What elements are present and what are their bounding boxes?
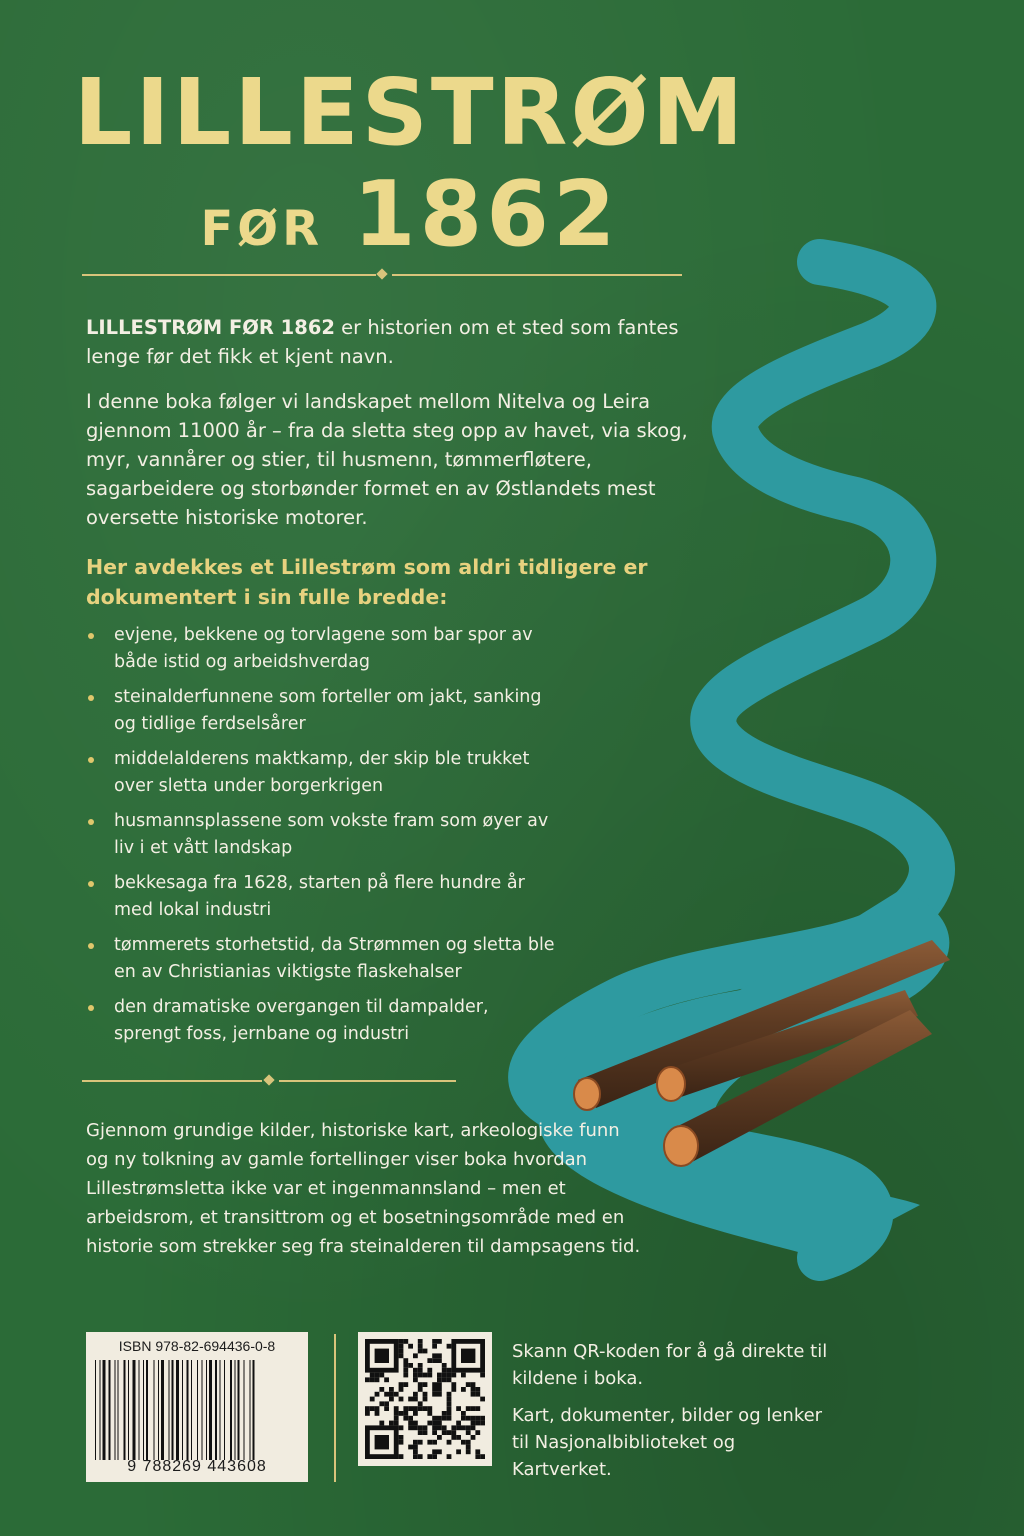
- diamond-ornament-icon: [376, 268, 387, 279]
- bullet-icon: [88, 695, 94, 701]
- qr-code-icon: [365, 1339, 485, 1459]
- section-divider: [82, 1074, 456, 1088]
- title-year: 1862: [353, 162, 620, 267]
- highlight-heading: Her avdekkes et Lillestrøm som aldri tidligere er dokumentert i sin fulle bredde:: [86, 555, 648, 609]
- bullet-icon: [88, 633, 94, 639]
- list-item: tømmerets storhetstid, da Strømmen og sletta ble en av Christianias viktigste flaskehalser: [86, 932, 556, 986]
- timber-logs-illustration: [560, 930, 960, 1190]
- intro-paragraph: [86, 313, 706, 371]
- closing-paragraph: Gjennom grundige kilder, historiske kart, arkeologiske funn og ny tolkning av gamle fortellinger viser boka hvordan Lillestrømsletta ikke var et ingenmannsland – men et arbeidsrom, et transittrom og et bosetningsområde med en historie som strekker seg fra steinalderen til dampsagens tid.: [86, 1120, 641, 1257]
- bullet-icon: [88, 943, 94, 949]
- barcode-icon: [95, 1360, 299, 1460]
- qr-description: Kart, dokumenter, bilder og lenker til Nasjonalbiblioteket og Kartverket.: [512, 1405, 823, 1480]
- isbn-digits: 9 788269 443608: [127, 1458, 267, 1475]
- bullet-icon: [88, 881, 94, 887]
- list-item: husmannsplassene som vokste fram som øyer av liv i et vått landskap: [86, 808, 556, 862]
- intro-title: LILLESTRØM FØR 1862: [86, 316, 335, 339]
- list-item: middelalderens maktkamp, der skip ble trukket over sletta under borgerkrigen: [86, 746, 556, 800]
- vertical-divider: [334, 1334, 336, 1482]
- diamond-ornament-icon: [263, 1074, 274, 1085]
- list-item: den dramatiske overgangen til dampalder, sprengt foss, jernbane og industri: [86, 994, 556, 1048]
- qr-code[interactable]: [358, 1332, 492, 1466]
- qr-instruction: Skann QR-koden for å gå direkte til kildene i boka.: [512, 1341, 828, 1389]
- isbn-label: ISBN 978-82-694436-0-8: [118, 1338, 276, 1354]
- title-divider: [82, 268, 682, 282]
- bullet-icon: [88, 1005, 94, 1011]
- isbn-barcode: [86, 1332, 308, 1482]
- bullet-list: [86, 622, 556, 1056]
- title-for-word: FØR: [200, 201, 324, 257]
- bullet-icon: [88, 819, 94, 825]
- list-item: steinalderfunnene som forteller om jakt, sanking og tidlige ferdselsårer: [86, 684, 556, 738]
- intro-text: er historien om et sted som fantes lenge før det fikk et kjent navn.: [86, 316, 679, 368]
- description-paragraph: I denne boka følger vi landskapet mellom Nitelva og Leira gjennom 11000 år – fra da sletta steg opp av havet, via skog, myr, vannårer og stier, til husmenn, tømmerfløtere, sagarbeidere og storbønder formet en av Østlandets mest oversette historiske motorer.: [86, 390, 688, 529]
- book-title-line1: LILLESTRØM: [73, 59, 747, 166]
- bullet-icon: [88, 757, 94, 763]
- list-item: evjene, bekkene og torvlagene som bar spor av både istid og arbeidshverdag: [86, 622, 556, 676]
- list-item: bekkesaga fra 1628, starten på flere hundre år med lokal industri: [86, 870, 556, 924]
